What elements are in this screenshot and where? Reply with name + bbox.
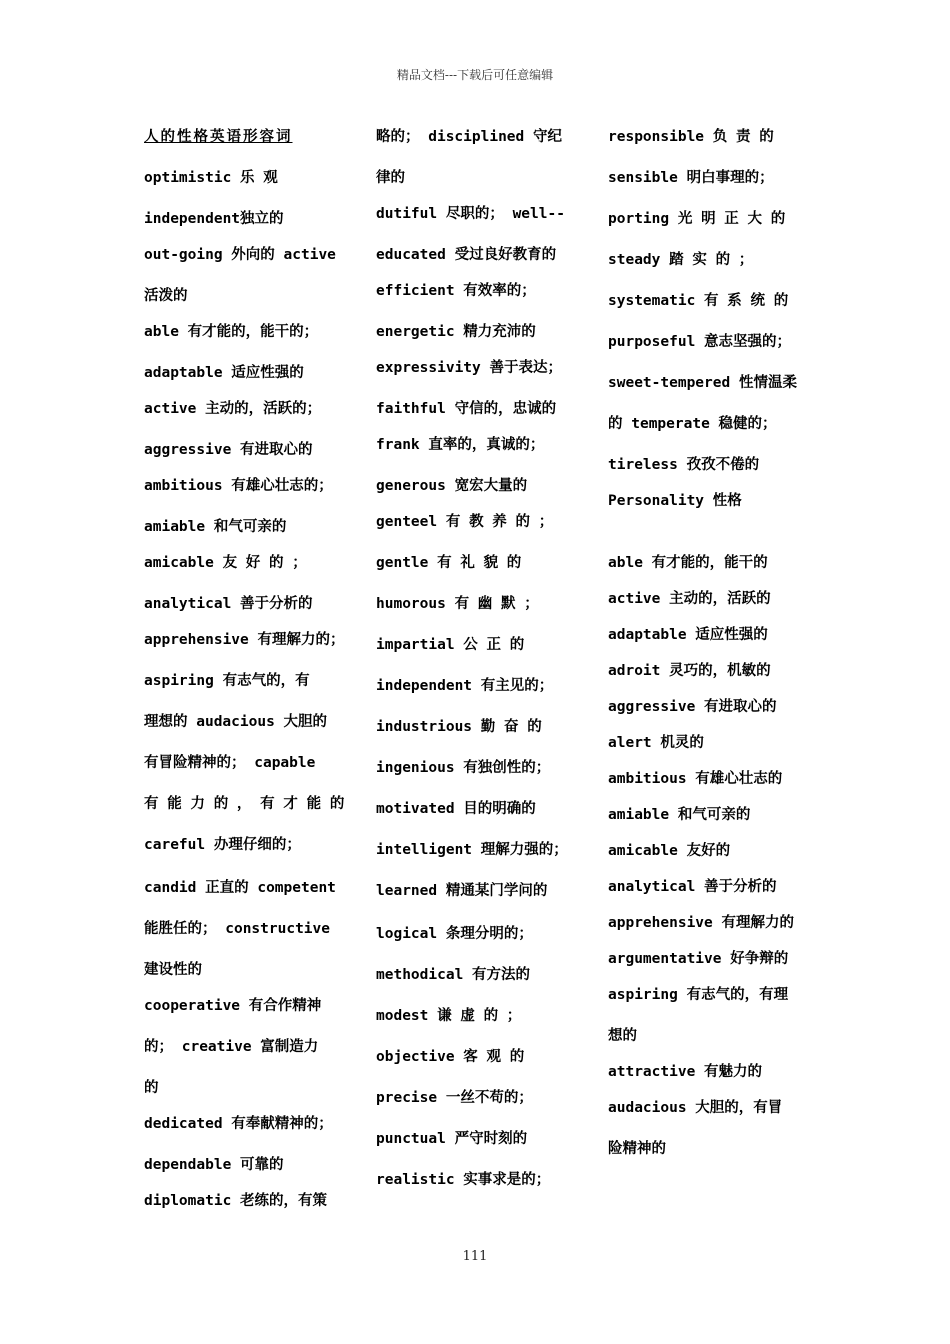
vocab-line: intelligent 理解力强的； (376, 842, 568, 858)
vocab-line: able 有才能的，能干的 (608, 555, 768, 571)
vocab-line: alert 机灵的 (608, 735, 704, 751)
vocab-line: efficient 有效率的； (376, 283, 536, 299)
page-number: 111 (462, 1249, 488, 1264)
vocab-line: industrious 勤 奋 的 (376, 719, 542, 735)
vocab-line: porting 光 明 正 大 的 (608, 211, 786, 227)
vocab-line: aspiring 有志气的，有 (144, 673, 310, 689)
vocab-line: 的 temperate 稳健的； (608, 416, 777, 432)
vocab-line: diplomatic 老练的，有策 (144, 1193, 328, 1209)
vocab-line: sweet-tempered 性情温柔 (608, 375, 797, 391)
vocab-line: systematic 有 系 统 的 (608, 293, 789, 309)
vocab-line: sensible 明白事理的； (608, 170, 774, 186)
vocab-line: 想的 (608, 1028, 637, 1044)
vocab-line: careful 办理仔细的； (144, 837, 301, 853)
vocab-line: ambitious 有雄心壮志的； (144, 478, 333, 494)
vocab-line: amiable 和气可亲的 (608, 807, 751, 823)
vocab-line: active 主动的，活跃的； (144, 401, 322, 417)
vocab-line: frank 直率的，真诚的； (376, 437, 545, 453)
vocab-line: methodical 有方法的 (376, 967, 531, 983)
vocab-line: 略的； disciplined 守纪 (376, 129, 562, 145)
vocab-line: expressivity 善于表达； (376, 360, 562, 376)
vocab-line: adaptable 适应性强的 (608, 627, 768, 643)
page-header: 精品文档---下载后可任意编辑 (396, 68, 554, 82)
vocab-line: humorous 有 幽 默 ； (376, 596, 539, 612)
vocab-line: amicable 友好的 (608, 843, 731, 859)
vocab-line: precise 一丝不苟的； (376, 1090, 533, 1106)
vocab-line: aspiring 有志气的，有理 (608, 987, 789, 1003)
vocab-line: attractive 有魅力的 (608, 1064, 763, 1080)
vocab-line: impartial 公 正 的 (376, 637, 525, 653)
vocab-line: adaptable 适应性强的 (144, 365, 304, 381)
vocab-line: gentle 有 礼 貌 的 (376, 555, 522, 571)
vocab-line: aggressive 有进取心的 (144, 442, 313, 458)
vocab-line: energetic 精力充沛的 (376, 324, 536, 340)
vocab-line: generous 宽宏大量的 (376, 478, 528, 494)
vocab-line: 的； creative 富制造力 (144, 1039, 319, 1055)
vocab-line: apprehensive 有理解力的 (608, 915, 794, 931)
vocab-line: dependable 可靠的 (144, 1157, 284, 1173)
vocab-line: out-going 外向的 active (144, 247, 336, 263)
vocab-line: realistic 实事求是的； (376, 1172, 551, 1188)
vocab-line: 的 (144, 1080, 159, 1096)
document-title: 人的性格英语形容词 (144, 129, 293, 145)
vocab-line: independent独立的 (144, 211, 284, 227)
vocab-line: able 有才能的，能干的； (144, 324, 319, 340)
vocab-line: ambitious 有雄心壮志的 (608, 771, 783, 787)
vocab-line: aggressive 有进取心的 (608, 699, 777, 715)
vocab-line: 有冒险精神的； capable (144, 755, 316, 771)
vocab-line: Personality 性格 (608, 493, 742, 509)
vocab-line: adroit 灵巧的，机敏的 (608, 663, 771, 679)
vocab-line: candid 正直的 competent (144, 880, 336, 896)
vocab-line: steady 踏 实 的 ； (608, 252, 754, 268)
vocab-line: dutiful 尽职的； well-- (376, 206, 565, 222)
vocab-line: 活泼的 (144, 288, 188, 304)
vocab-line: faithful 守信的，忠诚的 (376, 401, 557, 417)
vocab-line: 有 能 力 的 ， 有 才 能 的 (144, 796, 345, 812)
vocab-line: educated 受过良好教育的 (376, 247, 557, 263)
vocab-line: punctual 严守时刻的 (376, 1131, 528, 1147)
vocab-line: motivated 目的明确的 (376, 801, 536, 817)
vocab-line: tireless 孜孜不倦的 (608, 457, 760, 473)
vocab-line: 建设性的 (144, 962, 202, 978)
vocab-line: 律的 (376, 170, 405, 186)
vocab-line: objective 客 观 的 (376, 1049, 525, 1065)
vocab-line: amicable 友 好 的 ； (144, 555, 307, 571)
vocab-line: ingenious 有独创性的； (376, 760, 551, 776)
vocab-line: logical 条理分明的； (376, 926, 533, 942)
vocab-line: audacious 大胆的，有冒 (608, 1100, 783, 1116)
vocab-line: purposeful 意志坚强的； (608, 334, 792, 350)
vocab-line: apprehensive 有理解力的； (144, 632, 345, 648)
vocab-line: 险精神的 (608, 1141, 666, 1157)
vocab-line: amiable 和气可亲的 (144, 519, 287, 535)
vocab-line: dedicated 有奉献精神的； (144, 1116, 333, 1132)
vocab-line: genteel 有 教 养 的 ； (376, 514, 554, 530)
vocab-line: optimistic 乐 观 (144, 170, 278, 186)
vocab-line: independent 有主见的； (376, 678, 554, 694)
vocab-line: cooperative 有合作精神 (144, 998, 322, 1014)
vocab-line: active 主动的，活跃的 (608, 591, 771, 607)
vocab-line: responsible 负 责 的 (608, 129, 774, 145)
vocab-line: argumentative 好争辩的 (608, 951, 789, 967)
vocab-line: modest 谦 虚 的 ； (376, 1008, 522, 1024)
vocab-line: 理想的 audacious 大胆的 (144, 714, 328, 730)
vocab-line: analytical 善于分析的 (144, 596, 313, 612)
vocab-line: analytical 善于分析的 (608, 879, 777, 895)
vocab-line: 能胜任的； constructive (144, 921, 330, 937)
vocab-line: learned 精通某门学问的 (376, 883, 548, 899)
